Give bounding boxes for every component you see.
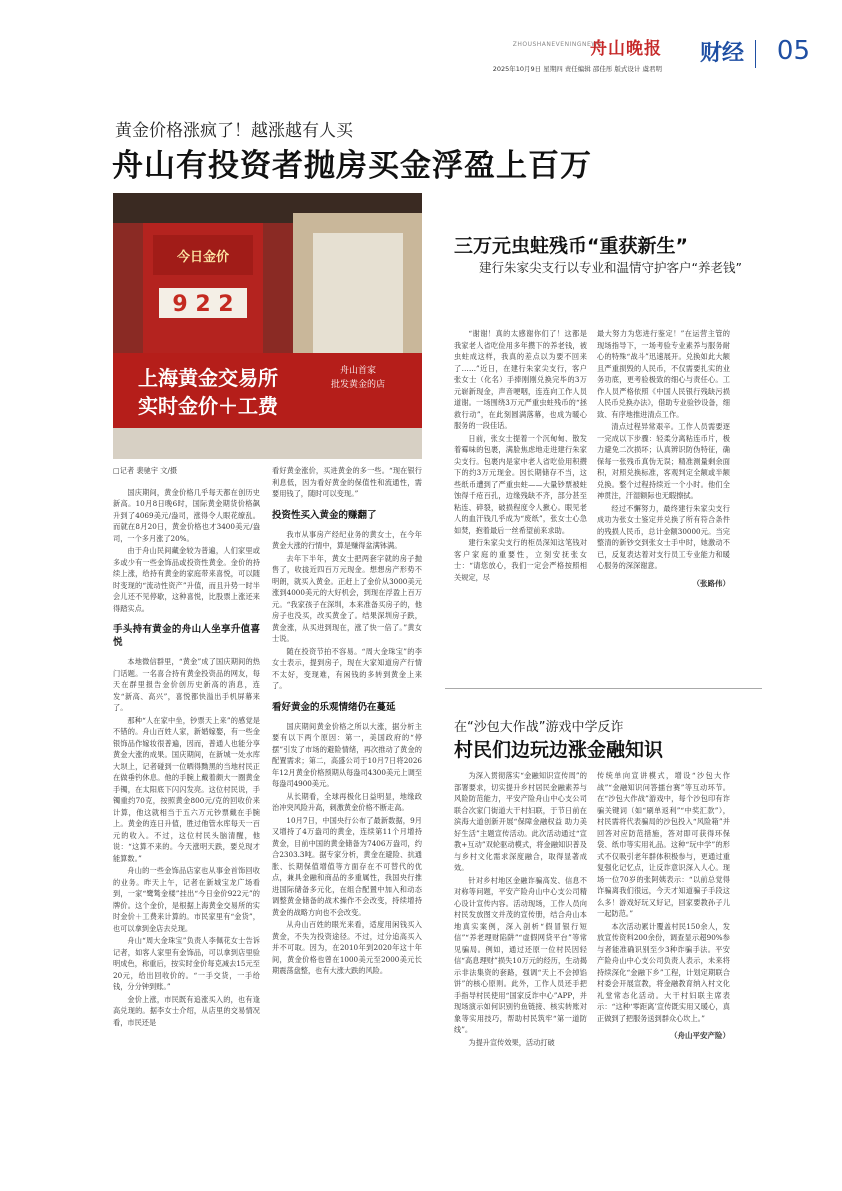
sign-top-text: 今日金价 bbox=[176, 250, 230, 265]
story2-title: 村民们边玩边涨金融知识 bbox=[454, 739, 664, 761]
main-headline: 舟山有投资者抛房买金浮盈上百万 bbox=[112, 148, 592, 184]
paragraph: 随在投资节拍不容易。“周大金珠宝”的李女士表示，提到房子，现在大家知道房产行情不太好，变现难，有闲钱的多转到黄金上来了。 bbox=[272, 646, 422, 690]
paragraph: 清点过程异常艰辛。工作人员需要逐一完成以下步骤：轻柔分离粘连币片，极力避免二次损坏；认真辨识防伪特征，确保每一张残币真伪无误；精准测量剩余面积，对照兑换标准，客观判定全额或半额兑换。整个过程持续近一个小时。他们全神贯注，汗湿额际也无暇擦拭。 bbox=[597, 422, 730, 500]
story2-column-1 bbox=[454, 770, 587, 1049]
paragraph: 10月7日，中国央行公布了最新数据，9月又增持了4万盎司的黄金，连续第11个月增持黄金，目前中国的黄金储备为7406万盎司，约合2303.3吨。据专家分析，黄金在避险、抗通胀、长期保值增值等方面存在不可替代的优点，兼具金融和商品的多重属性，我国央行推进国际储备多元化，在组合配置中加入和动态调整黄金储备的战术操作不会改变，持续增持黄金的战略方向也不会改变。 bbox=[272, 815, 422, 917]
side-text1: 舟山首家 bbox=[339, 366, 377, 376]
story2-signature: （舟山平安产险） bbox=[670, 1031, 730, 1040]
story2-kicker: 在“沙包大作战”游戏中学反诈 bbox=[454, 720, 624, 735]
side-text2: 批发黄金的店 bbox=[330, 380, 386, 390]
story1-signature: （张路伟） bbox=[692, 578, 730, 588]
paragraph: 日前，张女士提着一个沉甸甸、散发着霉味的包裹，满脸焦虑地走进建行朱家尖支行。包裹内是家中老人省吃俭用积攒下的约3万元现金。因长期储存不当，这些纸币遭到了严重虫蛀——大量钞票被蛀蚀得千疮百孔，边缘残缺不齐，部分甚至粘连、碎裂，破损程度令人揪心。眼见老人的血汗钱几乎成为“废纸”，张女士心急如焚，抱着最后一丝希望前来求助。 bbox=[454, 433, 587, 535]
page-number: 05 bbox=[776, 36, 810, 66]
subheading: 手头持有黄金的舟山人坐享升值喜悦 bbox=[113, 624, 260, 648]
subheading: 看好黄金的乐观情绪仍在蔓延 bbox=[272, 701, 396, 713]
paragraph: 最大努力为您进行鉴定！”在运营主管的现场指导下，一场考验专业素养与服务耐心的特殊“战斗”迅速展开。兑换如此大额且严重损毁的人民币，不仅需要扎实的业务功底，更考验极致的细心与责任心。工作人员严格依照《中国人民银行残缺污损人民币兑换办法》，借助专业验钞设备，细致、有序地推进清点工作。 bbox=[597, 329, 730, 419]
main-kicker: 黄金价格涨疯了！越涨越有人买 bbox=[115, 121, 353, 141]
section-name: 财经 bbox=[699, 41, 744, 66]
paragraph: 传统单向宣讲模式，增设“沙包大作战”“金融知识问答擂台赛”等互动环节。在“沙包大作战”游戏中，每个沙包印有诈骗关键词（如“刷单返利”“中奖汇款”），村民需将代表骗局的沙包投入“风险箱”并回答对应防范措施，答对即可获得环保袋、纸巾等实用礼品。这种“玩中学”的形式不仅吸引老年群体积极参与，更通过重复强化记忆点，让反诈意识深入人心。现场一位70岁的张阿姨表示：“以前总觉得诈骗离我们很远，今天才知道骗子手段这么多！游戏好玩又好记，回家要教孙子儿一起防范。” bbox=[597, 771, 730, 918]
paragraph: 从舟山百姓的眼光来看，适度用闲钱买入黄金，不失为投资途径。不过，过分追高买入并不可取。因为，在2010年到2020年这十年间，黄金价格也曾在1000美元至2000美元长期震荡盘整，也有大涨大跌的风险。 bbox=[272, 920, 422, 975]
masthead-divider bbox=[755, 40, 756, 68]
main-column-2 bbox=[272, 465, 422, 978]
banner-line2: 实时金价＋工费 bbox=[138, 394, 278, 418]
paragraph: 针对乡村地区金融诈骗高发、信息不对称等问题，平安产险舟山中心支公司精心设计宣传内容。活动现场，工作人员向村民发放图文并茂的宣传册，结合舟山本地真实案例，深入剖析“假冒银行短信”“养老理财陷阱”“虚假网贷平台”等常见骗局。例如，通过还原一位村民因轻信“高息理财”损失10万元的经历，生动揭示非法集资的套路，强调“天上不会掉馅饼”的核心原则。此外，工作人员还手把手指导村民使用“国家反诈中心”APP，并现场演示如何识别钓鱼链接、核实转账对象等实用技巧，帮助村民筑牢“第一道防线”。 bbox=[454, 875, 587, 1034]
story1-title: 三万元虫蛀残币“重获新生” bbox=[454, 235, 688, 257]
masthead-meta: 2025年10月9日 星期四 责任编辑 邵佳彤 版式设计 虞君明 bbox=[492, 65, 662, 73]
paragraph: 本次活动累计覆盖村民150余人，发放宣传资料200余份，调查显示超90%参与者能准确识别至少3种诈骗手法。平安产险舟山中心支公司负责人表示，未来将持续深化“金融下乡”工程，计划定期联合村委会开展宣教，将金融教育纳入村文化礼堂常态化活动。大干村妇联主席表示：“这种‘零距离’宣传既实用又暖心，真正做到了把服务送到群众心坎上。” bbox=[597, 921, 730, 1023]
paragraph: 经过不懈努力，最终建行朱家尖支行成功为张女士鉴定并兑换了所有符合条件的残损人民币，总计金额30000元。当完整清的新钞交到张女士手中时，她激动不已，反复表达着对支行员工专业能力和暖心服务的深深谢意。 bbox=[597, 503, 730, 570]
story1-column-2 bbox=[597, 328, 730, 589]
paragraph: 看好黄金涨价，买进黄金的多一些。“现在银行利息低，因为看好黄金的保值性和流通性，需要用钱了，随时可以变现。” bbox=[272, 466, 422, 498]
story1-column-1 bbox=[454, 328, 587, 584]
paragraph: 去年下半年，黄女士把两套字就的房子抛售了，收拢近四百万元现金。想想房产形势不明朗，就买入黄金。正赶上了金价从3000美元涨到4000美元的大好机会，到现在浮盈上百万元。“我家孩子在深圳，本来准备买房子的，他房子也没买，改买黄金了。结果深圳房子跌，黄金涨，从买进到现在，涨了快一倍了。”黄女士说。 bbox=[272, 553, 422, 643]
byline: □记者 裴驰宇 文/摄 bbox=[113, 466, 178, 475]
story1-deck: 建行朱家尖支行以专业和温情守护客户“养老钱” bbox=[479, 260, 742, 275]
paragraph: 为深入贯彻落实“金融知识宣传周”的部署要求，切实提升乡村居民金融素养与风险防范能力，平安产险舟山中心支公司联合次家门街道大干村妇联，于节日前在滨海大道创新开展“保障金融权益 助力美好生活”主题宣传活动。此次活动通过“宣教+互动”双轮驱动模式，将金融知识普及与乡村文化需求深度融合，取得显著成效。 bbox=[454, 771, 587, 872]
sign-date-text: 9 2 2 bbox=[172, 292, 234, 317]
subheading: 投资性买入黄金的赚翻了 bbox=[272, 509, 377, 521]
paragraph: 本地微信群里，“黄金”成了国庆期间的热门话题。一名喜合持有黄金投资品的网友，每天在群里报告金价创历史新高的消息，连发“新高、高兴”，喜悦都快溢出手机屏幕来了。 bbox=[113, 657, 260, 712]
paragraph: 为提升宣传效果，活动打破 bbox=[468, 1037, 555, 1047]
paragraph: 舟山“周大金珠宝”负责人李佩花女士告诉记者，如客人家里有金饰品，可以拿到店里验明成色，称重后，按实时金价每克减去15元至20元，给出回收价的。“一手交货，一手给钱，分分钟到账。” bbox=[113, 936, 260, 991]
paragraph: 由于舟山民间藏金较为普遍，人们家里或多或少有一些金饰品或投资性黄金。金价的持续上涨，给持有黄金的家庭带来喜悦，可以随时变现的“流动性资产”升值，而且升势一时半会儿还不见停歇，这种喜悦，比股票上涨还来得踏实点。 bbox=[113, 546, 260, 613]
paragraph: “谢谢！真的太感谢你们了！这都是我家老人省吃俭用多年攒下的养老钱，被虫蛀成这样，我真的差点以为要不回来了……”近日，在建行朱家尖支行，客户张女士（化名）手捧刚刚兑换完毕的3万元崭新现金，声音哽咽，连连向工作人员道谢。一场围绕3万元严重虫蛀残币的“拯救行动”，在此刻圆满落幕，也成为暖心服务的一段佳话。 bbox=[454, 329, 587, 430]
paragraph: 国庆期间黄金价格之所以大涨，据分析主要有以下两个原因：第一，美国政府的“停摆”引发了市场的避险情绪，再次推动了黄金的配置需求；第二，高盛公司于10月7日将2026年12月黄金价格预期从每盎司4300美元上调至每盎司4900美元。 bbox=[272, 721, 422, 788]
story2-column-2 bbox=[597, 770, 730, 1042]
paragraph: 我市从事房产经纪业务的黄女士，在今年黄金大涨的行情中，算是赚得盆满钵满。 bbox=[272, 529, 422, 550]
paragraph: 从长期看，全球再极化日益明显，地缘政治冲突风险升高，刺激黄金价格不断走高。 bbox=[272, 791, 422, 812]
paragraph: 国庆期间，黄金价格几乎每天都在创历史新高。10月8日晚6时，国际黄金期货价格飙升到了4069美元/盎司，涨得令人眼花缭乱。而就在8月20日，黄金价格也才3400美元/盎司，一个多月涨了20%。 bbox=[113, 487, 260, 543]
main-column-1 bbox=[113, 465, 260, 1029]
newspaper-name: 舟山晚报 bbox=[590, 39, 662, 59]
masthead-english: ZHOUSHANEVENINGNEWS bbox=[512, 41, 602, 48]
section-divider bbox=[445, 688, 762, 689]
paragraph: 金价上涨，市民既有追涨买入的，也有逢高兑现的。据李女士介绍，从店里的交易情况看，市民还是 bbox=[113, 994, 260, 1027]
paragraph: 建行朱家尖支行的柜员深知这笔钱对客户家庭的重要性，立刻安抚张女士：“请您放心，我们一定会严格按照相关规定，尽 bbox=[454, 538, 587, 582]
banner-line1: 上海黄金交易所 bbox=[138, 366, 278, 390]
gold-shop-photo bbox=[113, 193, 422, 459]
paragraph: 舟山的一些金饰品店家也从事金首饰回收的业务。昨天上午，记者在新城宝龙广场看到，一家“鹭鸶金楼”挂出“今日金价922元”的牌价。这个金价，是根据上海黄金交易所的实时金价＋工费来计算的。市民家里有“金货”，也可以拿到金店去兑现。 bbox=[113, 866, 260, 933]
paragraph: 那种“人在家中坐，钞票天上来”的感觉是不错的。舟山百姓人家，新婚嫁娶，有一些金银饰品作嫁妆很普遍，因而，普通人也能分享黄金大涨的成果。国庆期间，在新城一处水库大坝上，记者碰到一位晒得黝黑的当地村民正在做垂钓休息。他的手腕上戴着颇大一圈黄金手镯，在太阳底下闪闪发亮。这位村民说，手镯重约70克，按照黄金800元/克的回收价来计算，他这就相当于五六万元钞票戴在手腕上。黄金的连日升值，胜过他管水库每天一百元的收入。不过，这位村民头脑清醒，他说：“这算不来的。今天涨明天跌，要兑现才能算数。” bbox=[113, 715, 260, 863]
